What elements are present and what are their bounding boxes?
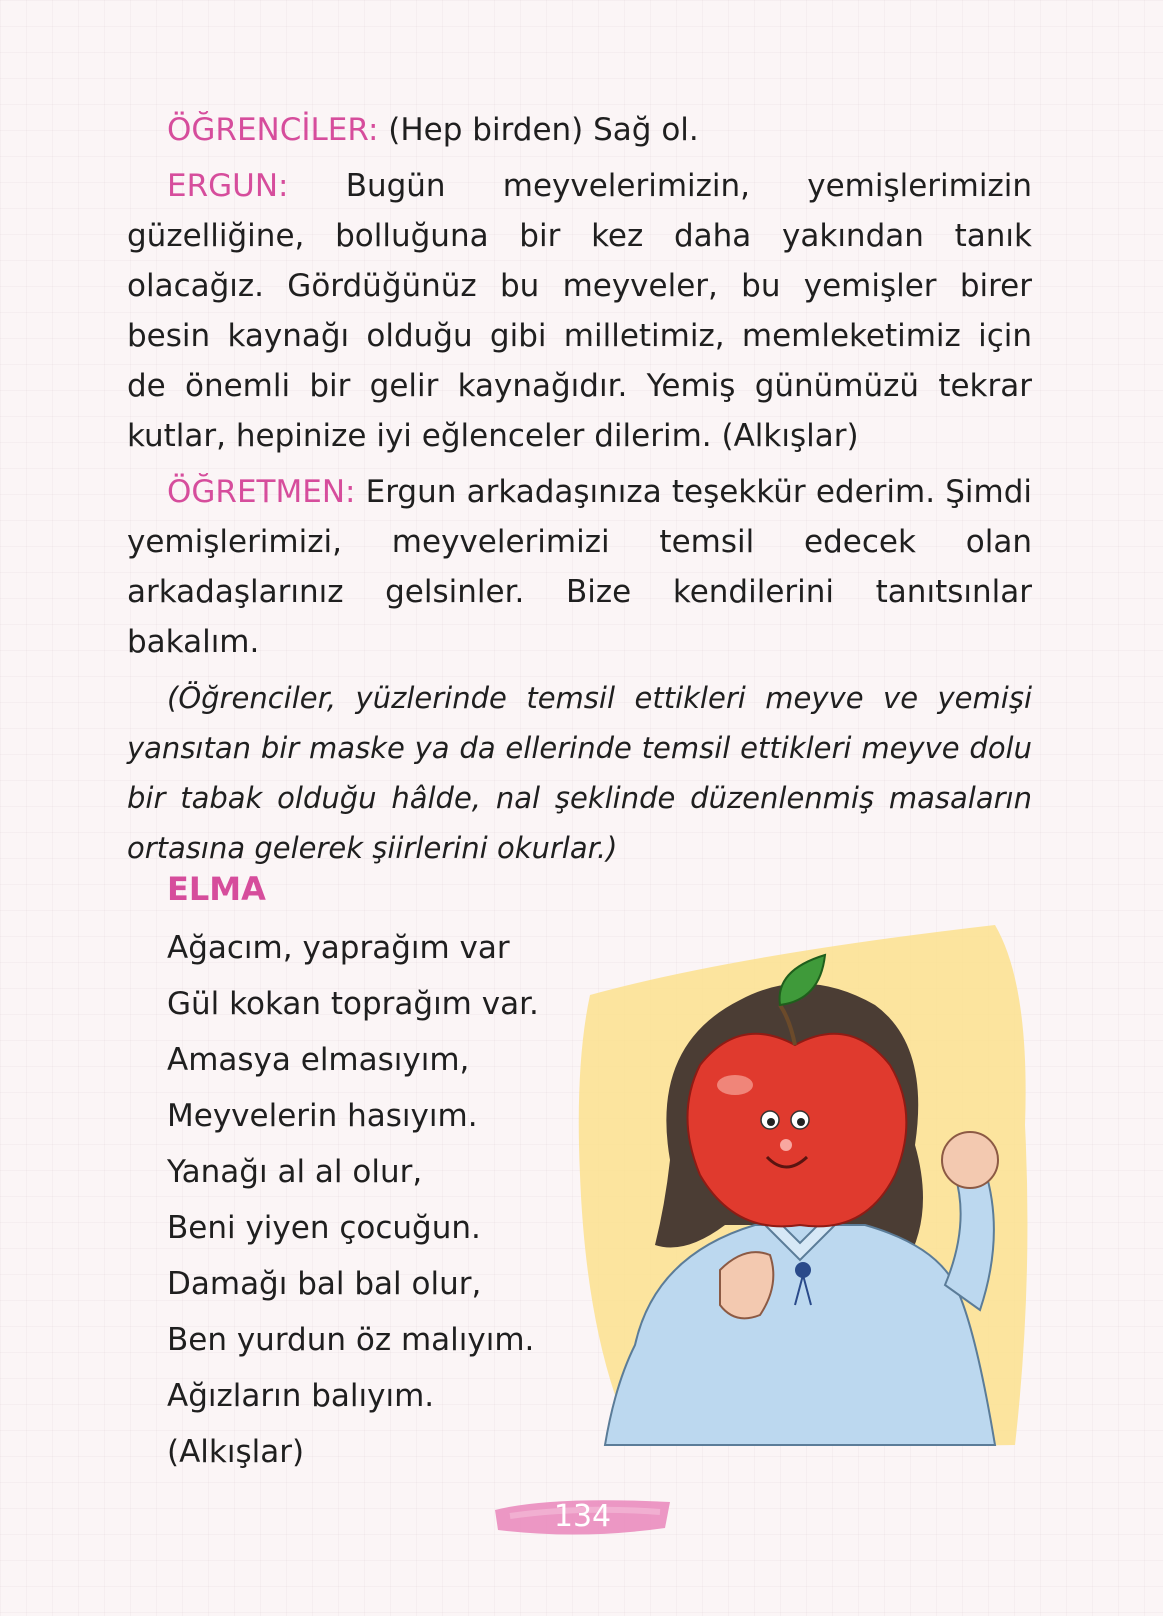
poem-line: (Alkışlar): [167, 1434, 305, 1470]
dialogue-line-ogrenciler: [127, 105, 1032, 155]
dialogue-section: [127, 105, 1032, 873]
poem-line: Gül kokan toprağım var.: [167, 986, 539, 1022]
dialogue-text: (Hep birden) Sağ ol.: [388, 112, 699, 148]
poem-line: Meyvelerin hasıyım.: [167, 1098, 478, 1134]
poem-line: Yanağı al al olur,: [167, 1154, 423, 1190]
speaker-label: ERGUN:: [167, 168, 289, 204]
apple-mask-child-illustration: [575, 925, 1045, 1455]
page-number-badge: [490, 1488, 675, 1544]
poem-lines: [167, 920, 539, 1480]
poem-line: Amasya elmasıyım,: [167, 1042, 470, 1078]
poem-line: Beni yiyen çocuğun.: [167, 1210, 481, 1246]
poem-line: Ben yurdun öz malıyım.: [167, 1322, 535, 1358]
fist: [942, 1132, 998, 1188]
page-number: 134: [553, 1498, 612, 1534]
dialogue-line-ogretmen: [127, 467, 1032, 667]
dialogue-text: Bugün meyvelerimizin, yemişlerimizin güzelliğine, bolluğuna bir kez daha yakından tanık olacağız. Gördüğünüz bu meyveler, bu yemişler birer besin kaynağı olduğu gibi milletimiz, memleketimiz için de önemli bir gelir kaynağıdır. Yemiş günümüzü tekrar kutlar, hepinize iyi eğlenceler dilerim. (Alkışlar): [127, 168, 1032, 454]
poem-title: ELMA: [167, 870, 266, 908]
dialogue-text: Ergun arkadaşınıza teşekkür ederim. Şimdi yemişlerimizi, meyvelerimizi temsil edecek olan arkadaşlarınız gelsinler. Bize kendilerini tanıtsınlar bakalım.: [127, 474, 1033, 660]
speaker-label: ÖĞRETMEN:: [167, 474, 356, 510]
dialogue-line-ergun: [127, 161, 1032, 461]
poem-line: Damağı bal bal olur,: [167, 1266, 482, 1302]
stage-direction: (Öğrenciler, yüzlerinde temsil ettikleri meyve ve yemişi yansıtan bir maske ya da ellerinde temsil ettikleri meyve dolu bir tabak olduğu hâlde, nal şeklinde düzenlenmiş masaların ortasına gelerek şiirlerini okurlar.): [127, 681, 1032, 865]
apple-mask: [688, 1034, 907, 1227]
poem-line: Ağızların balıyım.: [167, 1378, 435, 1414]
speaker-label: ÖĞRENCİLER:: [167, 112, 379, 148]
poem-line: Ağacım, yaprağım var: [167, 930, 510, 966]
